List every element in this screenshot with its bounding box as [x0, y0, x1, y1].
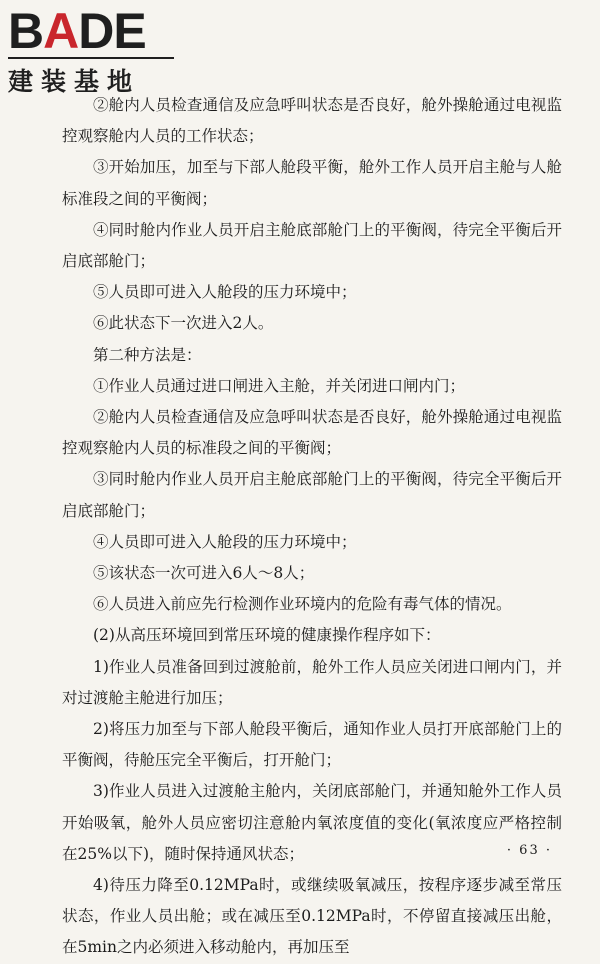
- paragraph: 4)待压力降至0.12MPa时，或继续吸氧减压，按程序逐步减至常压状态，作业人员出舱；或在减压至0.12MPa时，不停留直接减压出舱，在5min之内必须进入移动舱内，再加压至: [62, 876, 562, 957]
- document-body: [62, 90, 562, 964]
- paragraph: 2)将压力加至与下部人舱段平衡后，通知作业人员打开底部舱门上的平衡阀，待舱压完全平衡后，打开舱门；: [62, 720, 562, 770]
- paragraph: ④同时舱内作业人员开启主舱底部舱门上的平衡阀，待完全平衡后开启底部舱门；: [62, 220, 562, 271]
- logo-letter-a: A: [43, 3, 79, 59]
- logo-subtitle: 建装基地: [8, 67, 141, 96]
- logo: [8, 3, 180, 98]
- paragraph: ⑥此状态下一次进入2人。: [93, 314, 274, 333]
- logo-letters-de: DE: [78, 3, 146, 59]
- paragraph: ⑥人员进入前应先行检测作业环境内的危险有毒气体的情况。: [93, 595, 512, 614]
- paragraph: ③同时舱内作业人员开启主舱底部舱门上的平衡阀，待完全平衡后开启底部舱门；: [62, 470, 562, 520]
- page-number: · 63 ·: [506, 843, 552, 858]
- paragraph: 3)作业人员进入过渡舱主舱内，关闭底部舱门，并通知舱外工作人员开始吸氧，舱外人员应密切注意舱内氧浓度值的变化(氧浓度应严格控制在25%以下)，随时保持通风状态；: [62, 782, 562, 863]
- section-heading: (2)从高压环境回到常压环境的健康操作程序如下：: [93, 626, 441, 645]
- section-heading: 第二种方法是：: [93, 345, 202, 364]
- paragraph: 1)作业人员准备回到过渡舱前，舱外工作人员应关闭进口闸内门，并对过渡舱主舱进行加压；: [62, 657, 562, 707]
- paragraph: ②舱内人员检查通信及应急呼叫状态是否良好，舱外操舱通过电视监控观察舱内人员的工作状态；: [62, 96, 562, 146]
- paragraph: ⑤人员即可进入人舱段的压力环境中；: [93, 283, 357, 302]
- paragraph: ①作业人员通过进口闸进入主舱，并关闭进口闸内门；: [93, 376, 466, 395]
- logo-wordmark: [8, 3, 180, 59]
- paragraph: ④人员即可进入人舱段的压力环境中；: [93, 532, 357, 551]
- logo-letter-b: B: [8, 3, 44, 59]
- paragraph: ②舱内人员检查通信及应急呼叫状态是否良好，舱外操舱通过电视监控观察舱内人员的标准段之间的平衡阀；: [62, 408, 562, 458]
- paragraph: ⑤该状态一次可进入6人～8人；: [93, 564, 315, 583]
- paragraph: ③开始加压，加至与下部人舱段平衡，舱外工作人员开启主舱与人舱标准段之间的平衡阀；: [62, 158, 562, 208]
